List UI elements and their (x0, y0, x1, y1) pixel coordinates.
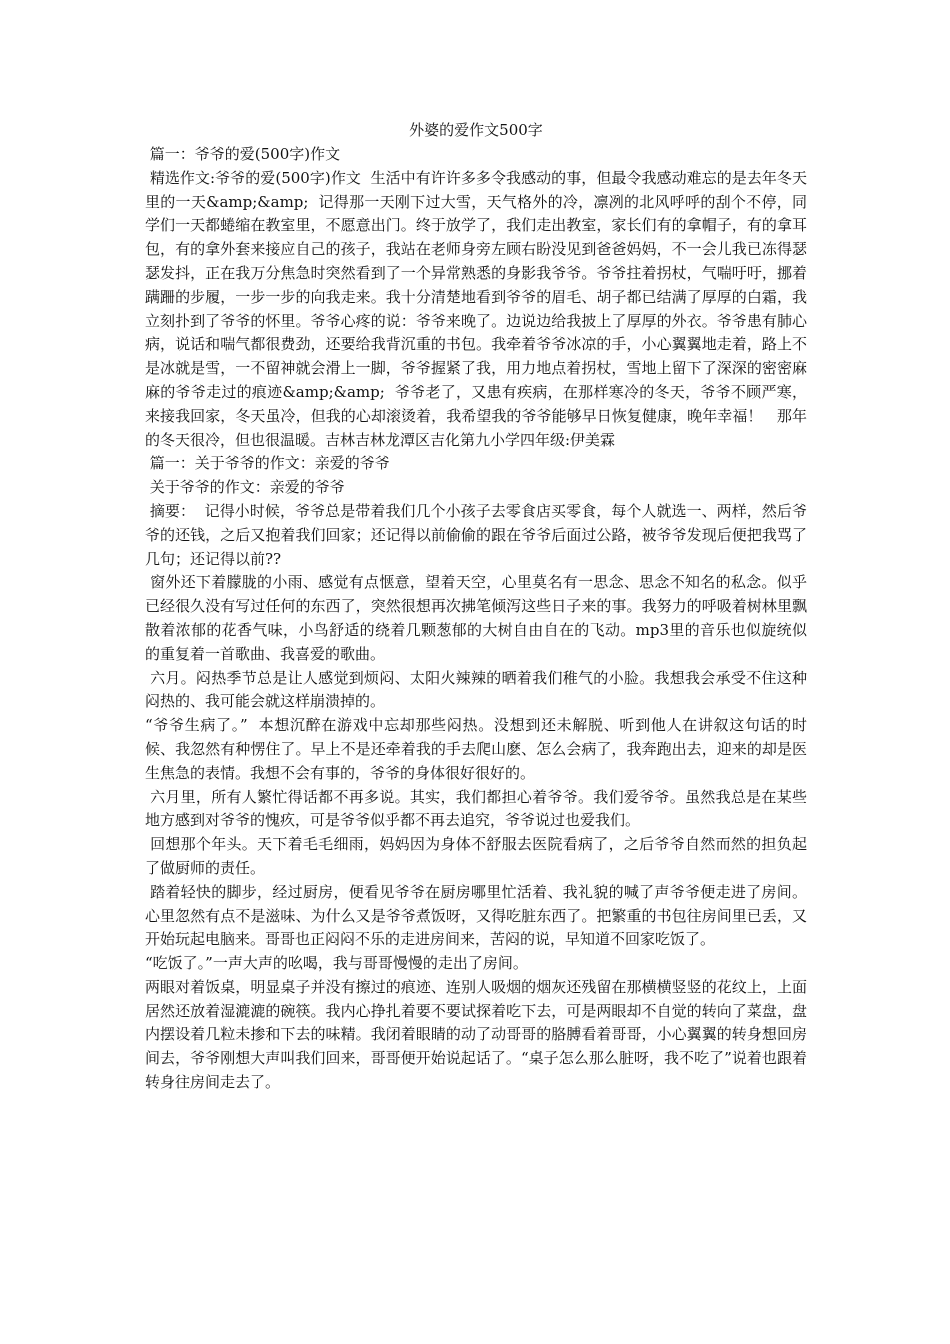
essay-paragraph-3: 六月。闷热季节总是让人感觉到烦闷、太阳火辣辣的晒着我们稚气的小脸。我想我会承受不住这种闷热的、我可能会就这样崩溃掉的。 (145, 668, 807, 711)
abstract-paragraph: 摘要： 记得小时候，爷爷总是带着我们几个小孩子去零食店买零食，每个人就选一、两样，然后爷爷的还钱，之后又抱着我们回家；还记得以前偷偷的跟在爷爷后面过公路，被爷爷发现后便把我骂了几句；还记得以前?? (145, 501, 807, 568)
essay-paragraph-9: 两眼对着饭桌，明显桌子并没有擦过的痕迹、连别人吸烟的烟灰还残留在那横横竖竖的花纹上，上面居然还放着湿漉漉的碗筷。我内心挣扎着要不要试探着吃下去，可是两眼却不自觉的转向了菜盘，盘内摆设着几粒未掺和下去的味精。我闭着眼睛的动了动哥哥的胳膊看着哥哥，小心翼翼的转身想回房间去，爷爷刚想大声叫我们回来，哥哥便开始说起话了。“桌子怎么那么脏呀，我不吃了”说着也跟着转身往房间走去了。 (145, 977, 807, 1092)
essay-paragraph-5: 六月里，所有人繁忙得话都不再多说。其实，我们都担心着爷爷。我们爱爷爷。虽然我总是在某些地方感到对爷爷的愧疚，可是爷爷似乎都不再去追究，爷爷说过也爱我们。 (145, 787, 807, 830)
essay-paragraph-8: “吃饭了。”一声大声的吆喝，我与哥哥慢慢的走出了房间。 (145, 954, 528, 973)
essay-paragraph-1: 精选作文:爷爷的爱(500字)作文 生活中有许许多多令我感动的事，但最令我感动难忘的是去年冬天里的一天&amp;&amp; 记得那一天刚下过大雪，天气格外的冷，凛冽的北风呼呼的刮个不停，同学们一天都蜷缩在教室里，不愿意出门。终于放学了，我们走出教室，家长们有的拿帽子，有的拿耳包，有的拿外套来接应自己的孩子，我站在老师身旁左顾右盼没见到爸爸妈妈，不一会儿我已冻得瑟瑟发抖，正在我万分焦急时突然看到了一个异常熟悉的身影我爷爷。爷爷拄着拐杖，气喘吁吁，挪着蹒跚的步履，一步一步的向我走来。我十分清楚地看到爷爷的眉毛、胡子都已结满了厚厚的白霜，我立刻扑到了爷爷的怀里。爷爷心疼的说：爷爷来晚了。边说边给我披上了厚厚的外衣。爷爷患有肺心病，说话和喘气都很费劲，还要给我背沉重的书包。我牵着爷爷冰凉的手，小心翼翼地走着，路上不是冰就是雪，一不留神就会滑上一脚，爷爷握紧了我，用力地点着拐杖，雪地上留下了深深的密密麻麻的爷爷走过的痕迹&amp;&amp; 爷爷老了，又患有疾病，在那样寒冷的冬天，爷爷不顾严寒，来接我回家，冬天虽冷，但我的心却滚烫着，我希望我的爷爷能够早日恢复健康，晚年幸福！ 那年的冬天很冷，但也很温暖。吉林吉林龙潭区吉化第九小学四年级:伊美霖 (145, 168, 807, 449)
essay-paragraph-6: 回想那个年头。天下着毛毛细雨，妈妈因为身体不舒服去医院看病了，之后爷爷自然而然的担负起了做厨师的责任。 (145, 835, 807, 877)
section-heading-1: 篇一：爷爷的爱(500字)作文 (145, 145, 341, 163)
essay-paragraph-2: 窗外还下着朦胧的小雨、感觉有点惬意，望着天空，心里莫名有一思念、思念不知名的私念。似乎已经很久没有写过任何的东西了，突然很想再次拂笔倾泻这些日子来的事。我努力的呼吸着树林里飘散着浓郁的花香气味，小鸟舒适的绕着几颗葱郁的大树自由自在的飞动。mp3里的音乐也似旋统似的重复着一首歌曲、我喜爱的歌曲。 (145, 573, 807, 663)
section-heading-2: 篇一：关于爷爷的作文：亲爱的爷爷 (145, 454, 390, 473)
document-page (145, 118, 807, 1095)
essay-subtitle: 关于爷爷的作文：亲爱的爷爷 (145, 478, 345, 497)
essay-paragraph-7: 踏着轻快的脚步，经过厨房，便看见爷爷在厨房哪里忙活着、我礼貌的喊了声爷爷便走进了房间。心里忽然有点不是滋味、为什么又是爷爷煮饭呀，又得吃脏东西了。把繁重的书包往房间里已丢，又开始玩起电脑来。哥哥也正闷闷不乐的走进房间来，苦闷的说，早知道不回家吃饭了。 (145, 882, 807, 949)
essay-paragraph-4: “爷爷生病了。” 本想沉醉在游戏中忘却那些闷热。没想到还未解脱、听到他人在讲叙这句话的时候、我忽然有种愣住了。早上不是还牵着我的手去爬山麽、怎么会病了，我奔跑出去，迎来的却是医生焦急的表情。我想不会有事的，爷爷的身体很好很好的。 (145, 716, 807, 782)
document-title: 外婆的爱作文500字 (409, 121, 543, 139)
